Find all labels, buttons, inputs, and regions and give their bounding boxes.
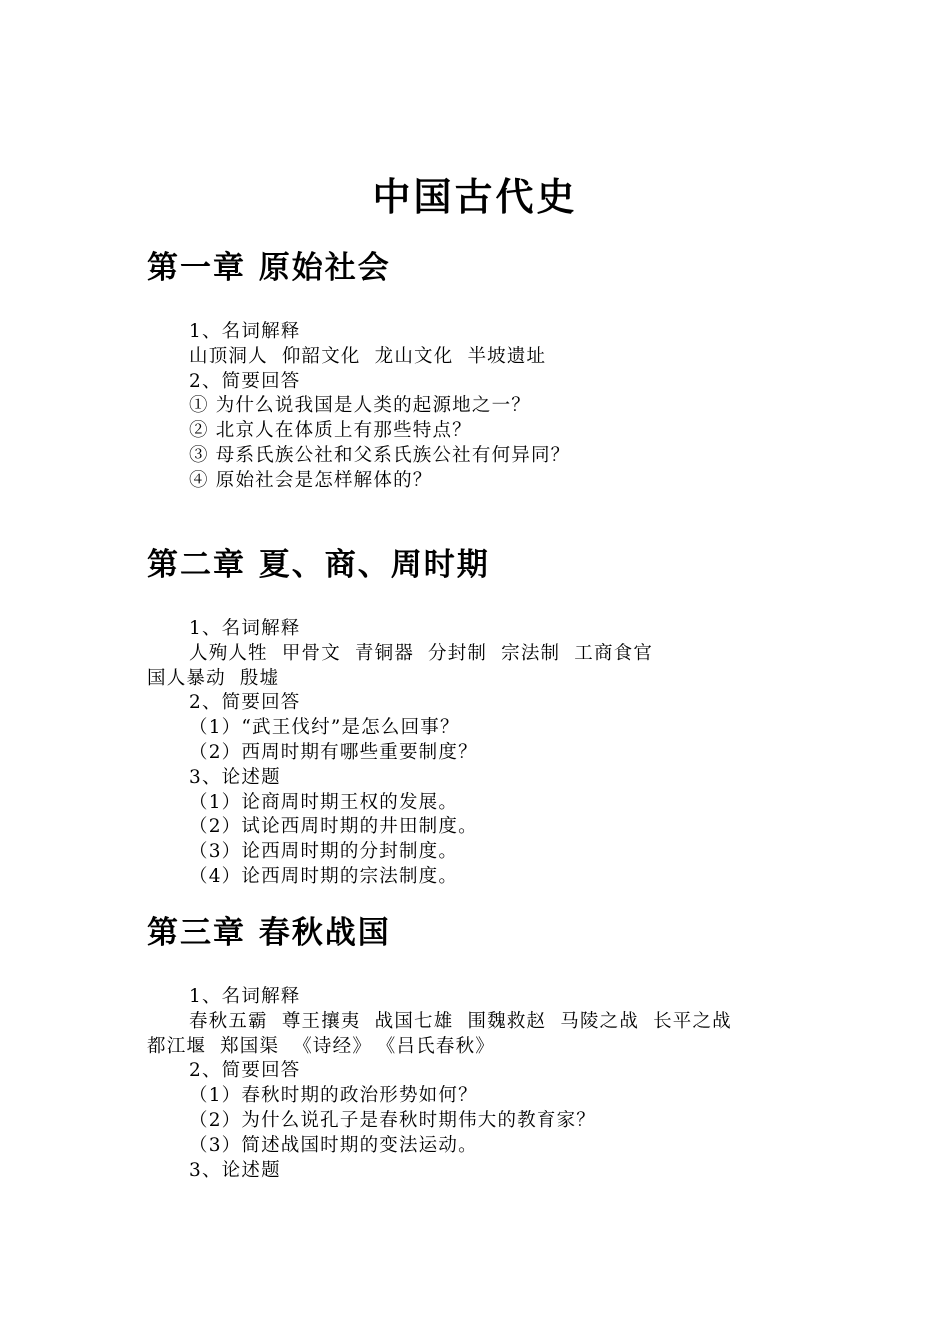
section-heading: 3、论述题 bbox=[189, 766, 281, 788]
term: 战国七雄 bbox=[374, 1010, 454, 1032]
term: 长平之战 bbox=[653, 1010, 732, 1032]
term: 尊王攘夷 bbox=[281, 1010, 361, 1032]
chapter-content bbox=[147, 985, 847, 1183]
question-item: （4）论西周时期的宗法制度。 bbox=[189, 865, 459, 887]
question-item: （3）简述战国时期的变法运动。 bbox=[189, 1134, 478, 1156]
term: 人殉人牲 bbox=[189, 642, 268, 664]
chapter-title: 第二章 夏、商、周时期 bbox=[147, 547, 490, 583]
question-item: （2）为什么说孔子是春秋时期伟大的教育家？ bbox=[189, 1109, 596, 1131]
term: 马陵之战 bbox=[560, 1010, 640, 1032]
term: 围魏救赵 bbox=[467, 1010, 547, 1032]
question-item: （2）西周时期有哪些重要制度？ bbox=[189, 741, 478, 763]
term: 《吕氏春秋》 bbox=[386, 1035, 495, 1057]
document-title: 中国古代史 bbox=[372, 175, 578, 219]
term-list bbox=[147, 345, 847, 370]
chapter-1 bbox=[147, 246, 847, 494]
term: 《诗经》 bbox=[293, 1035, 373, 1057]
section-heading: 2、简要回答 bbox=[189, 1060, 301, 1082]
question-item: ③ 母系氏族公社和父系氏族公社有何异同？ bbox=[189, 444, 571, 466]
term: 山顶洞人 bbox=[189, 345, 268, 367]
term: 青铜器 bbox=[354, 642, 415, 664]
term-list bbox=[147, 1010, 847, 1035]
chapter-title: 第三章 春秋战国 bbox=[147, 915, 391, 951]
section-heading: 1、名词解释 bbox=[189, 986, 301, 1007]
chapter-3 bbox=[147, 911, 847, 1183]
term: 半坡遗址 bbox=[467, 345, 547, 367]
term: 龙山文化 bbox=[374, 345, 454, 367]
term: 分封制 bbox=[428, 642, 488, 664]
term: 都江堰 bbox=[147, 1035, 207, 1057]
term: 春秋五霸 bbox=[189, 1010, 268, 1032]
chapter-content bbox=[147, 320, 847, 494]
chapter-2 bbox=[147, 543, 847, 890]
term: 甲骨文 bbox=[281, 642, 341, 664]
question-item: （1）论商周时期王权的发展。 bbox=[189, 791, 459, 813]
section-heading: 2、简要回答 bbox=[189, 370, 301, 392]
section-heading: 1、名词解释 bbox=[189, 321, 301, 342]
question-item: （3）论西周时期的分封制度。 bbox=[189, 841, 459, 863]
chapter-content bbox=[147, 617, 847, 890]
question-item: ① 为什么说我国是人类的起源地之一？ bbox=[189, 395, 531, 417]
term-list bbox=[147, 642, 847, 667]
term: 国人暴动 bbox=[147, 667, 226, 689]
term-list bbox=[147, 667, 847, 692]
question-item: ④ 原始社会是怎样解体的？ bbox=[189, 469, 433, 491]
chapter-title: 第一章 原始社会 bbox=[147, 250, 391, 286]
question-item: （1）“武王伐纣”是怎么回事？ bbox=[189, 717, 460, 739]
section-heading: 1、名词解释 bbox=[189, 618, 301, 639]
term: 工商食官 bbox=[574, 642, 654, 664]
section-heading: 3、论述题 bbox=[189, 1159, 281, 1181]
question-item: ② 北京人在体质上有那些特点？ bbox=[189, 420, 472, 442]
question-item: （2）试论西周时期的井田制度。 bbox=[189, 816, 478, 838]
term: 郑国渠 bbox=[220, 1035, 280, 1057]
term-list bbox=[147, 1035, 847, 1060]
term: 仰韶文化 bbox=[281, 345, 361, 367]
term: 宗法制 bbox=[501, 642, 561, 664]
term: 殷墟 bbox=[239, 667, 280, 689]
question-item: （1）春秋时期的政治形势如何？ bbox=[189, 1085, 478, 1107]
section-heading: 2、简要回答 bbox=[189, 692, 301, 714]
